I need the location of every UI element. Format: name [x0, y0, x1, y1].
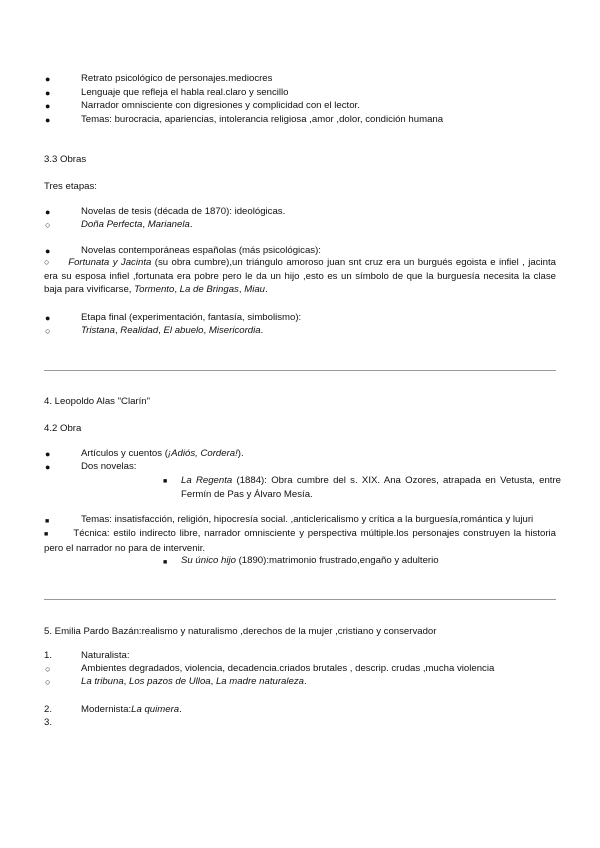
paragraph-text: Técnica: estilo indirecto libre, narrador omnisciente y perspectiva múltiple.los personajes construyen la historia pero el narrador no para de intervenir. [44, 528, 556, 554]
work-title: La Regenta [181, 475, 233, 486]
bullet-icon: ● [45, 115, 51, 125]
text: ). [237, 448, 244, 459]
list-item: Narrador omnisciente con digresiones y complicidad con el lector. [81, 100, 360, 111]
work-title: El abuelo [163, 325, 204, 336]
horizontal-rule [44, 370, 556, 371]
subsection-heading: 4.2 Obra [44, 423, 82, 434]
list-number: 3. [44, 717, 53, 728]
bullet-icon: ● [45, 207, 51, 217]
list-item: La tribuna, Los pazos de Ulloa, La madre naturaleza. [81, 676, 307, 687]
stage-paragraph: ○ Fortunata y Jacinta (su obra cumbre),un triángulo amoroso juan snt cruz era un burgués egoista e infiel , jacinta era su esposa infiel ,fortunata era pobre pero le da un hijo ,esto es un símbolo de que la burguesía necesita la clase baja para vivificarse, Tormento, La de Bringas, Miau. [44, 257, 557, 296]
square-bullet-icon: ■ [45, 518, 50, 525]
list-item [81, 448, 244, 460]
text: Modernista: [81, 704, 132, 715]
separator: , [142, 219, 148, 230]
stage-title: Etapa final (experimentación, fantasía, simbolismo): [81, 312, 302, 323]
work-title: La quimera [131, 704, 180, 715]
section-heading: 5. Emilia Pardo Bazán:realismo y naturalismo ,derechos de la mujer ,cristiano y conservador [44, 626, 437, 637]
work-title: Fortunata y Jacinta [68, 257, 152, 268]
bullet-icon: ● [45, 101, 51, 111]
stage-title: Novelas contemporáneas españolas (más psicológicas): [81, 245, 321, 256]
list-item: Dos novelas: [81, 461, 137, 472]
intro-text: Tres etapas: [44, 181, 97, 192]
novel-item [181, 474, 561, 501]
bullet-icon: ● [45, 313, 51, 323]
section-heading: 4. Leopoldo Alas "Clarín" [44, 396, 151, 407]
work-title: Los pazos de Ulloa [129, 676, 211, 687]
work-title: ¡Adiós, Cordera! [167, 448, 238, 459]
circle-bullet-icon: ○ [44, 257, 51, 267]
work-title: La tribuna [81, 676, 124, 687]
stage-works: Tristana, Realidad, El abuelo, Misericordia. [81, 325, 264, 336]
work-title: Tormento [134, 284, 175, 296]
list-number: 2. [44, 704, 53, 715]
square-bullet-icon: ■ [163, 478, 168, 485]
text: (1884): Obra cumbre del s. XIX. Ana Ozores, atrapada en Vetusta, entre Fermín de Pas y Álvaro Mesía. [181, 475, 561, 500]
list-item: Ambientes degradados, violencia, decadencia.criados brutales , descrip. crudas ,mucha violencia [81, 663, 495, 674]
circle-bullet-icon: ○ [45, 664, 51, 674]
bullet-icon: ● [45, 74, 51, 84]
paragraph [44, 527, 556, 555]
horizontal-rule [44, 599, 556, 600]
bullet-icon: ● [45, 246, 51, 256]
list-item: Naturalista: [81, 650, 130, 661]
list-item: Modernista:La quimera. [81, 704, 182, 715]
circle-bullet-icon: ○ [45, 326, 51, 336]
list-number: 1. [44, 650, 53, 661]
list-item: Retrato psicológico de personajes.mediocres [81, 73, 273, 84]
list-item: Temas: burocracia, apariencias, intolerancia religiosa ,amor ,dolor, condición humana [81, 114, 444, 125]
work-title: La madre naturaleza [215, 676, 304, 687]
work-title: Doña Perfecta [81, 219, 143, 230]
stage-title: Novelas de tesis (década de 1870): ideológicas. [81, 206, 286, 217]
square-bullet-icon: ■ [163, 559, 168, 566]
circle-bullet-icon: ○ [45, 220, 51, 230]
bullet-icon: ● [45, 462, 51, 472]
circle-bullet-icon: ○ [45, 677, 51, 687]
list-item: Temas: insatisfacción, religión, hipocresía social. ,anticlericalismo y crítica a la burguesía,romántica y lujuri [81, 514, 534, 525]
section-heading: 3.3 Obras [44, 154, 87, 165]
square-bullet-icon: ■ [44, 531, 50, 538]
period: . [189, 219, 193, 230]
text: (1890):matrimonio frustrado,engaño y adulterio [235, 555, 439, 566]
work-title: La de Bringas [179, 284, 239, 296]
text: Artículos y cuentos ( [81, 448, 168, 459]
work-title: Marianela [147, 219, 190, 230]
paragraph-text: (su obra cumbre),un triángulo amoroso juan snt cruz era un burgués egoista e infiel , jacinta era su esposa infiel ,fortunata era pobre pero le da un hijo ,esto es un símbolo de que la burguesía necesita la clase baja para vivificarse, [44, 257, 557, 296]
list-item: Lenguaje que refleja el habla real.claro y sencillo [81, 87, 289, 98]
work-title: Tristana [81, 325, 115, 336]
work-title: Misericordia [208, 325, 261, 336]
work-title: Realidad [120, 325, 159, 336]
stage-works [81, 219, 193, 231]
bullet-icon: ● [45, 88, 51, 98]
novel-item [181, 555, 439, 567]
work-title: Su único hijo [181, 555, 236, 566]
bullet-icon: ● [45, 449, 51, 459]
work-title: Miau [244, 284, 265, 296]
